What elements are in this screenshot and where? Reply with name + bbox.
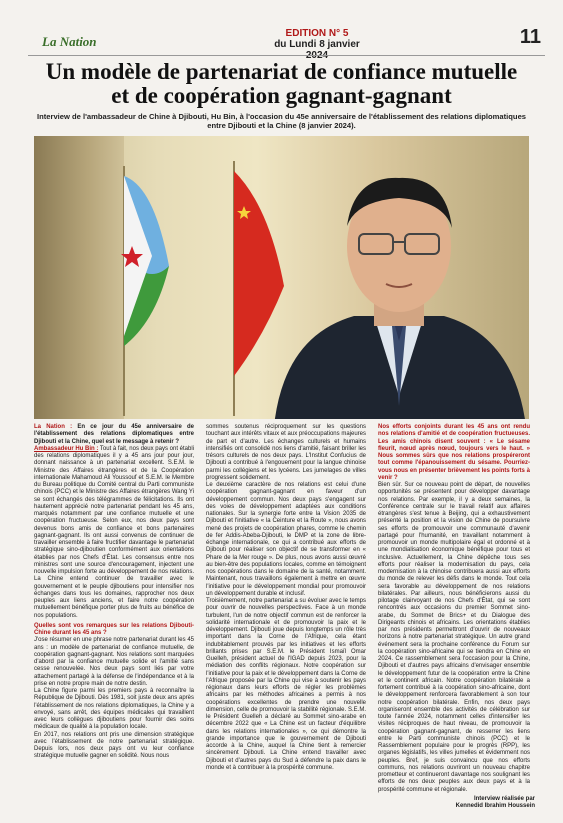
edition-info xyxy=(262,28,372,61)
edition-date: du Lundi 8 janvier xyxy=(274,39,360,50)
title-line-1: Un modèle de partenariat de confiance mutuelle xyxy=(45,59,518,84)
interviewee-label: Ambassadeur Hu Bin : xyxy=(34,445,99,452)
page-header xyxy=(14,26,553,54)
title-line-2: et de coopération gagnant-gagnant xyxy=(111,83,452,108)
answer-3: Bien sûr. Sur ce nouveau point de départ, de nouvelles opportunités se présentent pour développer davantage nos relations. Par exemple, il y a deux semaines, la Conférence centrale sur le travail relatif aux affaires étrangères s'est tenue à Beijing, qui a exhaustivement présenté la position et la vision de Chine de poursuivre ses efforts de promouvoir une communauté d'avenir partagé pour l'humanité, en travaillant notamment à promouvoir un monde multipolaire égal et ordonné et à une mondialisation économique bénéfique pour tous et inclusive. Actuellement, la Chine dépêche tous ses efforts pour réaliser la modernisation du pays, cela modernisation à la chinoise contribuera aussi aux efforts du monde de relever les défis dans le monde. Tout cela sera favorable au développement de nos relations bilatérales. Par ailleurs, nous bénéficierons aussi du pilotage clairvoyant de nos Chefs d'État, qui se sont rencontrés aux occasions du premier Sommet sino-arabe, du Sommet de Brics+ et du Dialogue des Dirigeants chinois et africains. Les orientations établies par nos présidents permettront d'ouvrir de nouveaux horizons à notre partenariat stratégique. Un autre grand événement sera la prochaine conférence du Forum sur la coopération sino-africaine qui se tiendra en Chine en 2024. Ce rassemblement sera l'occasion pour la Chine, Djibouti et d'autres pays africains d'envisager ensemble le développement futur de la coopération entre la Chine et le continent africain. Notre coopération bilatérale a fortement contribué à la coopération sino-africaine, dont le développement renforcera favorablement à son tour notre coopération bilatérale. Enfin, nos deux pays organiseront ensemble des activités de célébration sur toute l'année 2024, notamment celles d'intensifier les visites réciproques de haut niveau, de promouvoir la coopération gagnant-gagnant, de resserrer les liens entre le Parti communiste chinois (PCC) et le Rassemblement populaire pour le progrès (RPP), les organes législatifs, les villes jumelles et évidemment nos peuples. Bref, je suis convaincu que nos efforts communs, nos relations ouvriront un nouveau chapitre prometteur et continueront davantage nos soulignant les efforts de nos deux peuples aux deux pays et à la prospérité commune et régionale. xyxy=(378,482,530,793)
answer-2b: La Chine figure parmi les premiers pays à reconnaître la République de Djibouti. Dès 1981, soit juste deux ans après l'établissement de nos relations diplomatiques, la Chine y a envoyé, sans arrêt, des équipes médicales qui travaillent avec leurs collègues djiboutiens pour fournir des soins médicaux de qualité à la population locale. xyxy=(34,688,194,731)
ambassador-portrait xyxy=(264,166,529,419)
answer-2c: En 2017, nos relations ont pris une dimension stratégique avec l'établissement de notre partenariat stratégique. Depuis lors, nos deux pays ont vu leur confiance stratégique mutuelle gagner en solidité. Nous nous xyxy=(34,731,194,760)
page-number: 11 xyxy=(519,26,541,48)
article-intro: Interview de l'ambassadeur de Chine à Djibouti, Hu Bin, à l'occasion du 45e anniversaire de l'établissement des relations diplomatiques entre Djibouti et la Chine (8 janvier 2024). xyxy=(36,112,527,130)
question-1: La Nation : En ce jour du 45e anniversaire de l'établissement des relations diplomatiques entre Djibouti et la Chine, quel est le message à retenir ? xyxy=(34,424,195,445)
column-2-p2: Le deuxième caractère de nos relations est celui d'une coopération gagnant-gagnant en faveur d'un développement commun. Nos deux pays s'engagent sur des voies de développement adaptées aux conditions nationales. Sur la synergie forte entre la Vision 2035 de Djibouti et l'initiative « la Ceinture et la Route », nous avons mené des projets de coopération phares, comme le chemin de fer Addis-Abeba-Djibouti, le DMP et la zone de libre-échange internationale, ce qui a contribué aux efforts de Djibouti pour réaliser son objectif de se transformer en « Phare de la Mer rouge ». De plus, nous avons aussi œuvré au bien-être des populations locales, comme en témoignent nos coopérations dans le domaine de la santé, notamment. Maintenant, nous travaillons également à mettre en œuvre l'initiative pour le développement mondial pour promouvoir un développement durable et inclusif. xyxy=(206,482,366,597)
answer-1: Ambassadeur Hu Bin : Tout à fait, nos deux pays ont établi des relations diplomatiques il y a 45 ans jour pour jour, donnant naissance à un partenariat excellent. S.E.M. le Ministre des Affaires étrangères et de la Coopération internationale Mahamoud Ali Youssouf et S.E.M. le Membre du Bureau politique du Comité central du Parti communiste chinois (PCC) et le Ministre des Affaires étrangères Wang Yi se sont échangés des télégrammes de félicitations. Ils ont hautement apprécié notre partenariat pendant les 45 ans, marqués notamment par une confiance mutuelle et une coopération fructueuse. Selon eux, nos deux pays sont devenus bons amis de confiance et bons partenaires gagnant-gagnant. Ils ont aussi convenus de continuer de travailler ensemble à faire fructifier davantage le partenariat stratégique sino-djiboutien conformément aux orientations établies par nos Chefs d'État. Les consensus entre nos ministres sont une source d'encouragement, injectent une nouvelle impulsion forte au développement de nos relations. La Chine entend continuer de travailler avec le gouvernement et le peuple djiboutiens pour intensifier nos échanges dans tous les domaines, rapprocher nos deux peuples aux liens anciens, et faire notre coopération mutuellement bénéfique porter plus de fruits au bénéfice de nos populations. xyxy=(34,445,194,619)
article-title xyxy=(20,60,543,108)
question-3: Nos efforts conjoints durant les 45 ans ont rendu nos relations d'amitié et de coopération fructueuses. Les amis chinois disent souvent : « Le sésame fleurit, nœud après nœud, toujours vers le haut. » Nous sommes sûrs que nos relations prospéreront tout comme l'épanouissement du sésame. Pourriez-vous nous en présenter brièvement les points forts à venir ? xyxy=(378,424,530,481)
interview-credit: Interview réalisée par Kennedid Ibrahim Houssein xyxy=(455,796,535,809)
answer-2: J'ose résumer en une phrase notre partenariat durant les 45 ans : un modèle de partenariat de confiance mutuelle, de coopération gagnant-gagnant. Nos relations sont marquées d'abord par la confiance mutuelle solide et l'amitié sans cesse renouvelée. Nos deux pays sont liés par votre attachement partagé à la défense de l'indépendance et à la prise en notre propre main de notre destin. xyxy=(34,637,194,687)
interviewer-label: La Nation : xyxy=(34,424,73,430)
column-2-p3: Troisièmement, notre partenariat a su évoluer avec le temps pour ouvrir de nouvelles perspectives. Face à un monde turbulent, l'un de notre objectif commun est de renforcer la solidarité internationale et de promouvoir la paix et le développement. Djibouti joue depuis longtemps un rôle très important dans la Corne de l'Afrique, cela étant indubitablement prouvés par les initiatives et les efforts brillants prises par S.E.M. le Président Ismaïl Omar Guelleh, président actuel de l'IGAD depuis 2023, pour la médiation des conflits régionaux. Notre coopération sur l'initiative pour la paix et le développement dans la Corne de l'Afrique proposée par la Chine qui vise à soutenir les pays régionaux dans leurs efforts de régler les problèmes africains par les méthodes africaines a permis à nos coopérations excellentes de prendre une nouvelle dimension, celle de promouvoir la stabilité régionale. S.E.M. le Président Guelleh a déclaré au Sommet sino-arabe en décembre 2022 que « La Chine est un facteur d'équilibre dans les relations internationales », ce qui démontre la grande importance que le gouvernement de Djibouti accorde à la Chine, auquel la Chine tient à remercier sincèrement Djibouti. La Chine entend travailler avec Djibouti et d'autres pays du Sud à défendre la paix dans le monde et à contribuer à la prospérité commune. xyxy=(206,598,366,771)
column-1 xyxy=(34,424,194,761)
question-2: Quelles sont vos remarques sur les relations Djibouti-Chine durant les 45 ans ? xyxy=(34,622,194,636)
masthead-logo: La Nation xyxy=(42,34,97,49)
column-3 xyxy=(378,424,530,794)
header-divider xyxy=(28,55,545,56)
column-2-p1: sommes soutenus réciproquement sur les questions touchant aux intérêts vitaux et aux préoccupations majeures de part et d'autre. Les échanges culturels et humains intensifiés ont consolidé nos liens d'amitié, faisant briller les trésors culturels de nos deux pays. L'Institut Confucius de Djibouti a contribué à l'engouement pour la langue chinoise parmi les collégiens et les lycéens. Les jumelages de villes progressent solidement. xyxy=(206,424,366,481)
edition-number: EDITION N° 5 xyxy=(285,28,349,39)
column-2 xyxy=(206,424,366,772)
article-photo xyxy=(34,136,529,419)
